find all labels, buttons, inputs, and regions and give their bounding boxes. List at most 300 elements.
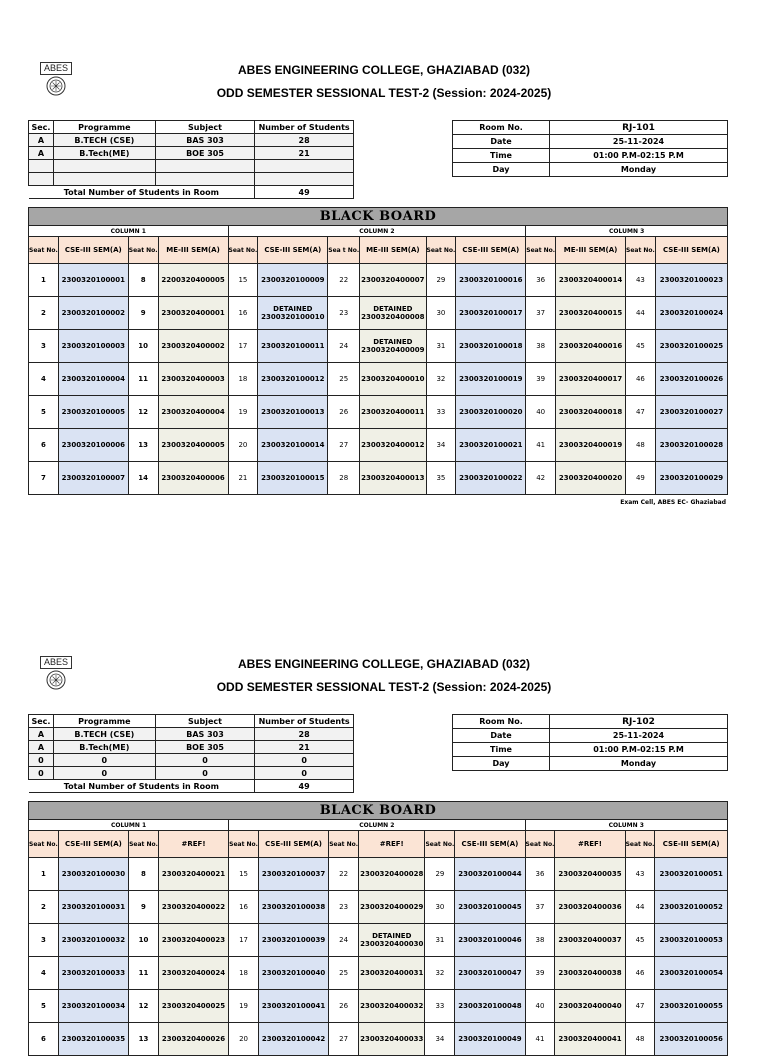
seat-number: 14 [128,462,158,495]
seat-number: 39 [525,957,555,990]
day-value: Monday [550,163,728,177]
roll-number: DETAINED 2300320400030 [359,924,425,957]
roll-number: 2300320100031 [58,891,128,924]
roll-number: 2300320400014 [556,264,626,297]
seat-no-header: Seat No. [626,237,656,264]
logo-text: ABES [40,62,72,75]
seat-no-header: Seat No. [625,831,655,858]
roll-number: 2300320400006 [158,462,228,495]
seat-number: 31 [425,924,455,957]
seat-number: 39 [526,363,556,396]
roll-number: 2300320100023 [655,264,727,297]
column-group-2: COLUMN 2 [229,820,525,831]
seat-number: 36 [526,264,556,297]
programme-cell [53,160,155,173]
roll-number: 2300320100041 [258,990,328,1023]
roll-number: 2300320400013 [360,462,426,495]
seat-number: 38 [526,330,556,363]
seat-number: 48 [626,429,656,462]
roll-number: 2300320400038 [555,957,625,990]
date-value: 25-11-2024 [550,729,728,743]
roll-number: 2300320100001 [58,264,128,297]
section-row [29,754,354,767]
seat-number: 33 [426,396,456,429]
seat-no-header: Seat No. [228,237,258,264]
roll-number: 2300320400017 [556,363,626,396]
seat-number: 32 [426,363,456,396]
seat-number: 15 [228,264,258,297]
roll-number: 2300320100002 [58,297,128,330]
seat-number: 9 [128,297,158,330]
roll-number: 2300320100039 [258,924,328,957]
seat-number: 37 [526,297,556,330]
programme-header: Programme [53,121,155,134]
seat-no-header: Seat No. [425,831,455,858]
section-info-table [28,120,354,199]
roll-number: 2300320100051 [655,858,728,891]
seat-number: 49 [626,462,656,495]
seat-number: 1 [29,858,59,891]
column-group-3: COLUMN 3 [525,820,727,831]
seat-number: 10 [128,330,158,363]
roll-number: 2300320100024 [655,297,727,330]
seat-number: 11 [129,957,159,990]
seat-number: 47 [625,990,655,1023]
roll-number: 2300320100055 [655,990,728,1023]
roll-number: 2300320400012 [360,429,426,462]
seat-number: 21 [228,462,258,495]
seat-row [29,297,728,330]
seat-no-header: Seat No. [29,237,59,264]
count-cell: 0 [255,754,354,767]
seat-number: 28 [328,462,360,495]
seat-number: 29 [425,858,455,891]
programme-cell: B.TECH (CSE) [53,134,155,147]
roll-number: 2300320100042 [258,1023,328,1056]
roll-number: 2300320100044 [455,858,525,891]
roll-number: 2300320100014 [258,429,328,462]
roll-number: 2300320400002 [158,330,228,363]
date-value: 25-11-2024 [550,135,728,149]
roll-number: 2300320100054 [655,957,728,990]
seat-row [29,330,728,363]
roll-number: 2300320400036 [555,891,625,924]
programme-cell [53,173,155,186]
room-no-value: RJ-102 [550,715,728,729]
column-group-1: COLUMN 1 [29,226,229,237]
roll-number: 2300320400005 [158,429,228,462]
time-value: 01:00 P.M-02:15 P.M [550,149,728,163]
roll-number: 2300320100009 [258,264,328,297]
seat-number: 16 [229,891,259,924]
seat-row [29,990,728,1023]
branch-header: CSE-III SEM(A) [455,831,525,858]
seat-number: 36 [525,858,555,891]
time-label: Time [453,743,550,757]
seat-number: 4 [29,957,59,990]
seat-number: 25 [328,363,360,396]
seat-number: 2 [29,297,59,330]
sec-cell: 0 [29,767,54,780]
roll-number: 2300320100017 [456,297,526,330]
seat-number: 20 [229,1023,259,1056]
roll-number: 2300320400035 [555,858,625,891]
roll-number: 2300320100015 [258,462,328,495]
time-value: 01:00 P.M-02:15 P.M [550,743,728,757]
branch-header: ME-III SEM(A) [158,237,228,264]
seat-number: 43 [625,858,655,891]
roll-number: 2300320100038 [258,891,328,924]
sec-cell [29,173,54,186]
roll-number: 2300320100037 [258,858,328,891]
roll-number: 2300320100049 [455,1023,525,1056]
branch-header: CSE-III SEM(A) [58,831,128,858]
roll-number: 2300320100005 [58,396,128,429]
seat-number: 48 [625,1023,655,1056]
seat-row [29,858,728,891]
seat-number: 16 [228,297,258,330]
count-cell [255,160,354,173]
roll-number: 2300320400024 [158,957,228,990]
roll-number: 2300320100025 [655,330,727,363]
count-cell: 21 [255,147,354,160]
roll-number: 2300320400010 [360,363,426,396]
seat-number: 17 [228,330,258,363]
sec-cell: A [29,147,54,160]
seat-row [29,924,728,957]
seat-no-header: Seat No. [525,831,555,858]
programme-cell: B.Tech(ME) [53,147,155,160]
roll-number: 2300320100003 [58,330,128,363]
seat-number: 32 [425,957,455,990]
roll-number: 2300320400023 [158,924,228,957]
seat-number: 3 [29,924,59,957]
roll-number: 2300320400020 [556,462,626,495]
seat-number: 27 [329,1023,359,1056]
day-label: Day [453,757,550,771]
seating-table [28,225,728,495]
subject-cell: 0 [155,767,254,780]
seat-number: 37 [525,891,555,924]
roll-number: 2300320100019 [456,363,526,396]
roll-number: 2300320100007 [58,462,128,495]
roll-number: 2300320100012 [258,363,328,396]
roll-number: 2300320400007 [360,264,426,297]
roll-number: 2300320100032 [58,924,128,957]
students-header: Number of Students [255,121,354,134]
seat-number: 43 [626,264,656,297]
seat-no-header: Seat No. [29,831,59,858]
sec-header: Sec. [29,715,54,728]
students-header: Number of Students [255,715,354,728]
seat-row [29,1023,728,1056]
sec-header: Sec. [29,121,54,134]
seat-number: 6 [29,429,59,462]
seat-number: 9 [129,891,159,924]
roll-number: 2300320400021 [158,858,228,891]
roll-number: 2300320100022 [456,462,526,495]
column-group-2: COLUMN 2 [228,226,526,237]
seat-row [29,957,728,990]
roll-number: 2300320400018 [556,396,626,429]
footer-credit: Exam Cell, ABES EC- Ghaziabad [620,499,726,506]
roll-number: 2300320400033 [359,1023,425,1056]
seat-number: 12 [128,396,158,429]
sec-cell: A [29,728,54,741]
programme-header: Programme [53,715,155,728]
seat-number: 25 [329,957,359,990]
roll-number: 2300320400040 [555,990,625,1023]
roll-number: 2300320100030 [58,858,128,891]
roll-number: 2300320100013 [258,396,328,429]
branch-header: CSE-III SEM(A) [258,831,328,858]
roll-number: 2300320100034 [58,990,128,1023]
seat-number: 44 [626,297,656,330]
seat-row [29,891,728,924]
branch-header: ME-III SEM(A) [556,237,626,264]
seat-number: 8 [129,858,159,891]
room-no-value: RJ-101 [550,121,728,135]
seat-number: 4 [29,363,59,396]
date-label: Date [453,729,550,743]
date-label: Date [453,135,550,149]
seat-number: 12 [129,990,159,1023]
count-cell: 28 [255,728,354,741]
count-cell: 0 [255,767,354,780]
count-cell [255,173,354,186]
seat-number: 11 [128,363,158,396]
college-name: ABES ENGINEERING COLLEGE, GHAZIABAD (032) [237,657,531,671]
seat-number: 24 [328,330,360,363]
roll-number: 2300320100026 [655,363,727,396]
roll-number: 2300320100029 [655,462,727,495]
seat-number: 13 [129,1023,159,1056]
day-value: Monday [550,757,728,771]
seat-no-header: Seat No. [526,237,556,264]
seat-no-header: Seat No. [426,237,456,264]
seat-row [29,396,728,429]
day-label: Day [453,163,550,177]
seat-number: 46 [625,957,655,990]
roll-number: 2300320400016 [556,330,626,363]
black-board-title: BLACK BOARD [28,801,728,819]
seat-no-header: Seat No. [129,831,159,858]
subject-header: Subject [155,121,254,134]
seat-no-header: Seat No. [128,237,158,264]
subject-cell: BOE 305 [155,147,254,160]
roll-number: 2300320100053 [655,924,728,957]
roll-number: 2300320400022 [158,891,228,924]
roll-number: 2300320100056 [655,1023,728,1056]
seat-number: 41 [526,429,556,462]
test-name: ODD SEMESTER SESSIONAL TEST-2 (Session: 2024-2025) [216,86,552,100]
branch-header: CSE-III SEM(A) [58,237,128,264]
black-board-title: BLACK BOARD [28,207,728,225]
seat-number: 18 [229,957,259,990]
room-no-label: Room No. [453,715,550,729]
sec-cell: A [29,134,54,147]
seat-number: 47 [626,396,656,429]
seat-number: 34 [426,429,456,462]
room-info-table [452,714,728,771]
roll-number: 2300320400019 [556,429,626,462]
subject-cell: BAS 303 [155,134,254,147]
roll-number: 2300320100018 [456,330,526,363]
seat-number: 17 [229,924,259,957]
seat-no-header: Seat No. [329,831,359,858]
seat-number: 1 [29,264,59,297]
time-label: Time [453,149,550,163]
subject-cell: BAS 303 [155,728,254,741]
branch-header: #REF! [555,831,625,858]
branch-header: ME-III SEM(A) [360,237,426,264]
seat-number: 30 [425,891,455,924]
roll-number: DETAINED 2300320100010 [258,297,328,330]
branch-header: #REF! [359,831,425,858]
seat-number: 26 [328,396,360,429]
roll-number: 2300320400025 [158,990,228,1023]
section-row [29,767,354,780]
seat-number: 24 [329,924,359,957]
seat-row [29,264,728,297]
roll-number: 2300320100047 [455,957,525,990]
seat-number: 22 [328,264,360,297]
seat-number: 23 [328,297,360,330]
roll-number: 2300320400026 [158,1023,228,1056]
seat-number: 22 [329,858,359,891]
total-value: 49 [255,780,354,793]
subject-cell: 0 [155,754,254,767]
roll-number: 2300320100040 [258,957,328,990]
section-info-table [28,714,354,793]
section-row [29,147,354,160]
programme-cell: B.TECH (CSE) [53,728,155,741]
sec-cell: 0 [29,754,54,767]
seat-number: 40 [525,990,555,1023]
section-row [29,134,354,147]
seat-number: 5 [29,990,59,1023]
roll-number: 2300320400032 [359,990,425,1023]
count-cell: 28 [255,134,354,147]
roll-number: 2300320400003 [158,363,228,396]
roll-number: 2200320400005 [158,264,228,297]
total-label: Total Number of Students in Room [29,186,255,199]
total-value: 49 [255,186,354,199]
seating-table [28,819,728,1056]
logo-text: ABES [40,656,72,669]
roll-number: 2300320100021 [456,429,526,462]
seat-number: 45 [626,330,656,363]
count-cell: 21 [255,741,354,754]
seat-number: 38 [525,924,555,957]
roll-number: DETAINED 2300320400008 [360,297,426,330]
seat-number: 40 [526,396,556,429]
roll-number: 2300320100011 [258,330,328,363]
seat-number: 5 [29,396,59,429]
roll-number: 2300320400031 [359,957,425,990]
roll-number: 2300320400028 [359,858,425,891]
roll-number: 2300320100028 [655,429,727,462]
roll-number: 2300320100048 [455,990,525,1023]
room-info-table [452,120,728,177]
section-row [29,741,354,754]
room-no-label: Room No. [453,121,550,135]
seat-number: 10 [129,924,159,957]
seat-no-header: Sea t No. [328,237,360,264]
seat-number: 19 [229,990,259,1023]
seat-number: 6 [29,1023,59,1056]
seating-plan [28,207,728,495]
room-sheet-2 [0,594,768,1043]
roll-number: 2300320400004 [158,396,228,429]
seat-number: 13 [128,429,158,462]
roll-number: 2300320100033 [58,957,128,990]
roll-number: 2300320400041 [555,1023,625,1056]
seat-row [29,429,728,462]
section-row [29,173,354,186]
branch-header: #REF! [158,831,228,858]
branch-header: CSE-III SEM(A) [258,237,328,264]
roll-number: 2300320400037 [555,924,625,957]
seat-number: 7 [29,462,59,495]
roll-number: 2300320400001 [158,297,228,330]
sec-cell [29,160,54,173]
seat-number: 23 [329,891,359,924]
seat-number: 41 [525,1023,555,1056]
sec-cell: A [29,741,54,754]
seat-number: 27 [328,429,360,462]
branch-header: CSE-III SEM(A) [456,237,526,264]
roll-number: 2300320100046 [455,924,525,957]
column-group-3: COLUMN 3 [526,226,728,237]
seat-number: 29 [426,264,456,297]
programme-cell: 0 [53,767,155,780]
seat-number: 26 [329,990,359,1023]
roll-number: 2300320100052 [655,891,728,924]
seat-number: 45 [625,924,655,957]
subject-cell: BOE 305 [155,741,254,754]
seat-number: 34 [425,1023,455,1056]
seat-number: 31 [426,330,456,363]
roll-number: 2300320400015 [556,297,626,330]
programme-cell: B.Tech(ME) [53,741,155,754]
seat-row [29,363,728,396]
subject-header: Subject [155,715,254,728]
roll-number: 2300320100020 [456,396,526,429]
seat-number: 8 [128,264,158,297]
roll-number: 2300320100027 [655,396,727,429]
roll-number: 2300320100004 [58,363,128,396]
section-row [29,728,354,741]
subject-cell [155,160,254,173]
programme-cell: 0 [53,754,155,767]
roll-number: 2300320100035 [58,1023,128,1056]
column-group-1: COLUMN 1 [29,820,229,831]
total-label: Total Number of Students in Room [29,780,255,793]
seat-number: 3 [29,330,59,363]
section-row [29,160,354,173]
seat-number: 19 [228,396,258,429]
seat-number: 42 [526,462,556,495]
roll-number: DETAINED 2300320400009 [360,330,426,363]
branch-header: CSE-III SEM(A) [655,831,728,858]
seat-no-header: Seat No. [229,831,259,858]
seating-plan [28,801,728,1056]
roll-number: 2300320100016 [456,264,526,297]
roll-number: 2300320400029 [359,891,425,924]
seat-number: 44 [625,891,655,924]
seat-number: 20 [228,429,258,462]
